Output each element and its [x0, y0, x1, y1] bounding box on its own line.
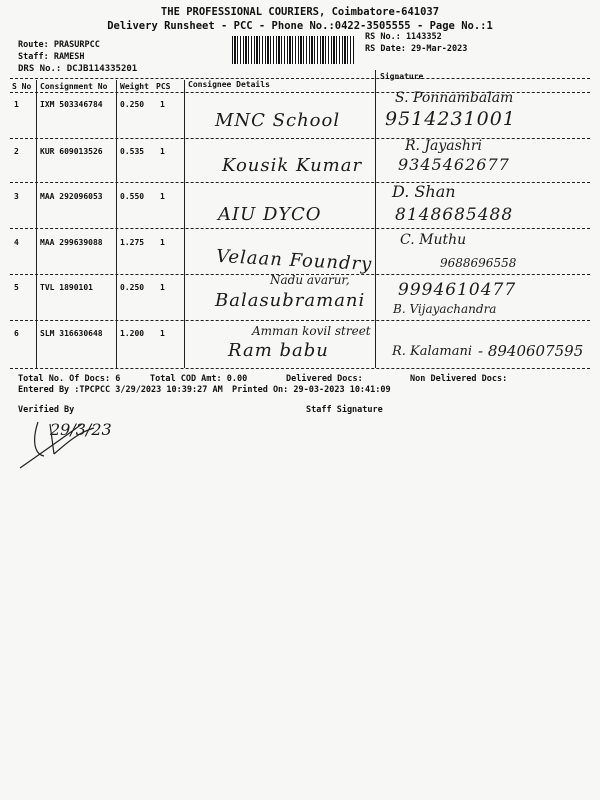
row-consignee-note: Nadu avarur,: [270, 273, 350, 287]
row-consignee-note: Amman kovil street: [252, 324, 371, 338]
row-signature-name: D. Shan: [392, 182, 456, 201]
row-pcs: 1: [160, 238, 165, 247]
row-consignment: MAA 299639088: [40, 238, 103, 247]
document-title: THE PROFESSIONAL COURIERS, Coimbatore-641037: [160, 6, 440, 18]
drs-label: DRS No.: DCJB114335201: [18, 64, 138, 74]
row-weight: 0.250: [120, 100, 145, 109]
printed-on: Printed On: 29-03-2023 10:41:09: [232, 385, 391, 395]
table-bottom-rule: [10, 368, 590, 369]
row-pcs: 1: [160, 283, 165, 292]
row-sno: 2: [14, 147, 19, 156]
row-pcs: 1: [160, 192, 165, 201]
row-consignee: AIU DYCO: [218, 204, 322, 225]
row-consignment: SLM 316630648: [40, 329, 103, 338]
barcode: [232, 36, 354, 64]
header-weight: Weight: [120, 82, 149, 91]
row-signature-phone: 9688696558: [440, 256, 517, 270]
row-weight: 0.250: [120, 283, 145, 292]
row-sno: 5: [14, 283, 19, 292]
entered-by: Entered By :TPCPCC 3/29/2023 10:39:27 AM: [18, 385, 223, 395]
header-sno: S No: [12, 82, 32, 91]
column-divider: [116, 80, 117, 368]
row-weight: 0.550: [120, 192, 145, 201]
total-docs: Total No. Of Docs: 6: [18, 374, 121, 384]
row-sno: 3: [14, 192, 19, 201]
staff-signature-label: Staff Signature: [306, 405, 383, 415]
row-consignee: MNC School: [215, 110, 341, 131]
row-pcs: 1: [160, 147, 165, 156]
row-signature-phone: 9345462677: [398, 155, 510, 174]
row-sno: 4: [14, 238, 19, 247]
row-rule: [10, 320, 590, 321]
header-pcs: PCS: [156, 82, 171, 91]
row-weight: 1.200: [120, 329, 145, 338]
row-signature-phone: 9994610477: [398, 280, 517, 300]
row-consignment: IXM 503346784: [40, 100, 103, 109]
row-consignee: Balasubramani: [215, 290, 366, 311]
delivered-docs: Delivered Docs:: [286, 374, 363, 384]
verified-by-label: Verified By: [18, 405, 75, 415]
column-divider: [36, 80, 37, 368]
header-consignee: Consignee Details: [188, 80, 270, 89]
row-pcs: 1: [160, 100, 165, 109]
row-consignee: Kousik Kumar: [222, 155, 363, 176]
staff-label: Staff: RAMESH: [18, 52, 85, 62]
row-sno: 1: [14, 100, 19, 109]
total-cod: Total COD Amt: 0.00: [150, 374, 248, 384]
rs-date: RS Date: 29-Mar-2023: [365, 44, 468, 54]
route-label: Route: PRASURPCC: [18, 40, 100, 50]
header-signature: Signature: [380, 72, 424, 81]
row-weight: 0.535: [120, 147, 145, 156]
row-consignee: Ram babu: [228, 340, 329, 361]
runsheet-subtitle: Delivery Runsheet - PCC - Phone No.:0422-3505555 - Page No.:1: [107, 20, 493, 32]
row-signature-phone: 9514231001: [385, 108, 516, 130]
row-consignment: KUR 609013526: [40, 147, 103, 156]
row-signature-name: S. Ponnambalam: [395, 90, 514, 106]
row-rule: [10, 182, 590, 183]
row-sno: 6: [14, 329, 19, 338]
verified-date-mark: 29/3/23: [50, 420, 112, 439]
rs-number: RS No.: 1143352: [365, 32, 442, 42]
row-weight: 1.275: [120, 238, 145, 247]
table-top-rule: [10, 78, 590, 79]
column-divider: [184, 80, 185, 368]
row-signature-phone: - 8940607595: [478, 342, 584, 360]
row-consignee: Velaan Foundry: [215, 245, 373, 276]
row-signature-name: R. Kalamani: [392, 344, 473, 359]
row-consignment: TVL 1890101: [40, 283, 93, 292]
verification-signature: [10, 410, 120, 470]
row-pcs: 1: [160, 329, 165, 338]
non-delivered-docs: Non Delivered Docs:: [410, 374, 508, 384]
row-signature-name: R. Jayashri: [405, 138, 483, 154]
row-consignment: MAA 292096053: [40, 192, 103, 201]
row-signature-name: B. Vijayachandra: [393, 302, 497, 316]
row-rule: [10, 228, 590, 229]
row-signature-name: C. Muthu: [400, 232, 467, 248]
row-rule: [10, 138, 590, 139]
header-consignment: Consignment No: [40, 82, 108, 91]
column-divider: [375, 70, 376, 368]
row-signature-phone: 8148685488: [395, 205, 514, 225]
